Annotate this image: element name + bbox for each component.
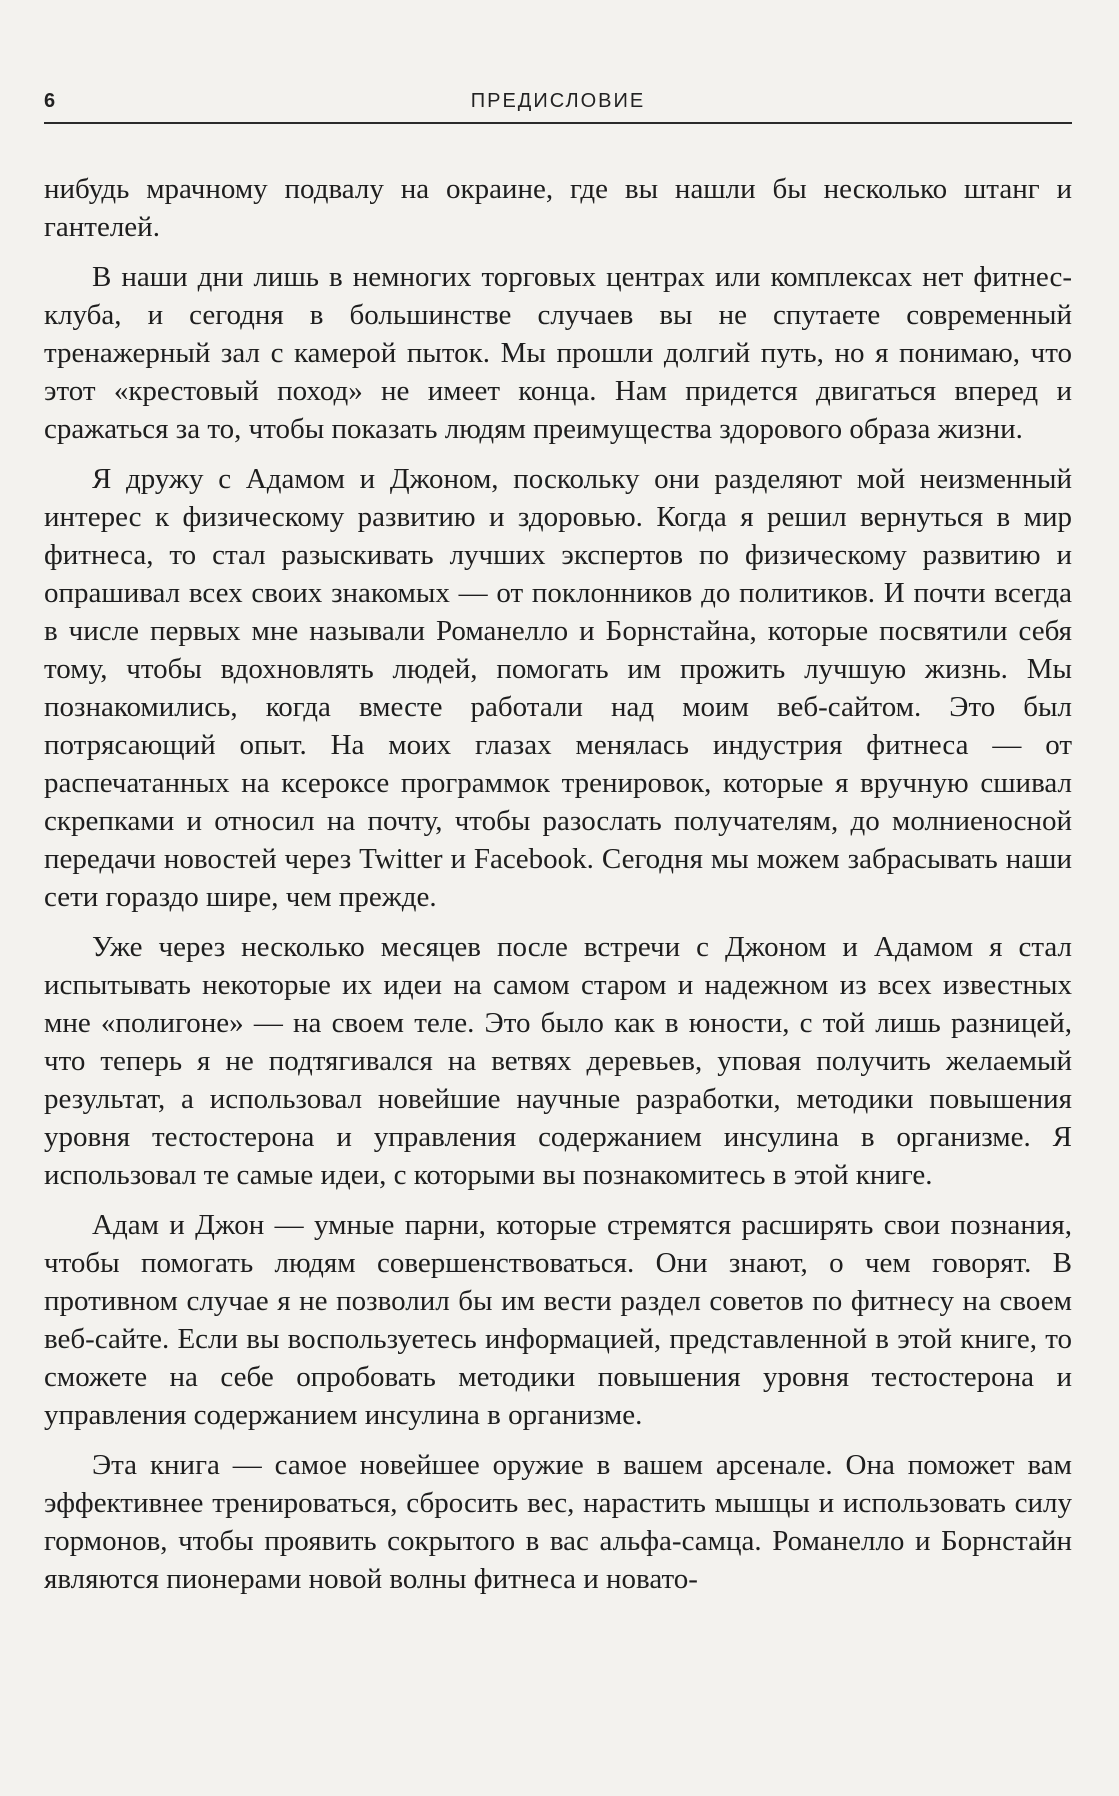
body-text bbox=[44, 170, 1072, 1598]
paragraph: В наши дни лишь в немногих торговых центрах или комплексах нет фитнес-клуба, и сегодня в большинстве случаев вы не спутаете современный тренажерный зал с камерой пыток. Мы прошли долгий путь, но я понимаю, что этот «крестовый поход» не имеет конца. Нам придется двигаться вперед и сражаться за то, чтобы показать людям преимущества здорового образа жизни. bbox=[44, 261, 1072, 445]
paragraph: Уже через несколько месяцев после встречи с Джоном и Адамом я стал испытывать некоторые их идеи на самом старом и надежном из всех известных мне «полигоне» — на своем теле. Это было как в юности, с той лишь разницей, что теперь я не подтягивался на ветвях деревьев, уповая получить желаемый результат, а использовал новейшие научные разработки, методики повышения уровня тестостерона и управления содержанием инсулина в организме. Я использовал те самые идеи, с которыми вы познакомитесь в этой книге. bbox=[44, 931, 1072, 1191]
page-number: 6 bbox=[44, 90, 56, 112]
paragraph: Эта книга — самое новейшее оружие в вашем арсенале. Она поможет вам эффективнее тренироваться, сбросить вес, нарастить мышцы и использовать силу гормонов, чтобы проявить сокрытого в вас альфа-самца. Романелло и Борнстайн являются пионерами новой волны фитнеса и новато- bbox=[44, 1449, 1072, 1595]
paragraph: Я дружу с Адамом и Джоном, поскольку они разделяют мой неизменный интерес к физическому развитию и здоровью. Когда я решил вернуться в мир фитнеса, то стал разыскивать лучших экспертов по физическому развитию и опрашивал всех своих знакомых — от поклонников до политиков. И почти всегда в числе первых мне называли Романелло и Борнстайна, которые посвятили себя тому, чтобы вдохновлять людей, помогать им прожить лучшую жизнь. Мы познакомились, когда вместе работали над моим веб-сайтом. Это был потрясающий опыт. На моих глазах менялась индустрия фитнеса — от распечатанных на ксероксе программок тренировок, которые я вручную сшивал скрепками и относил на почту, чтобы разослать получателям, до молниеносной передачи новостей через Twitter и Facebook. Сегодня мы можем забрасывать наши сети гораздо шире, чем прежде. bbox=[44, 463, 1072, 913]
section-title: ПРЕДИСЛОВИЕ bbox=[470, 90, 646, 112]
paragraph: нибудь мрачному подвалу на окраине, где вы нашли бы несколько штанг и гантелей. bbox=[44, 173, 1072, 243]
running-header bbox=[44, 88, 1072, 124]
paragraph: Адам и Джон — умные парни, которые стремятся расширять свои познания, чтобы помогать людям совершенствоваться. Они знают, о чем говорят. В противном случае я не позволил бы им вести раздел советов по фитнесу на своем веб-сайте. Если вы воспользуетесь информацией, представленной в этой книге, то сможете на себе опробовать методики повышения уровня тестостерона и управления содержанием инсулина в организме. bbox=[44, 1209, 1072, 1431]
